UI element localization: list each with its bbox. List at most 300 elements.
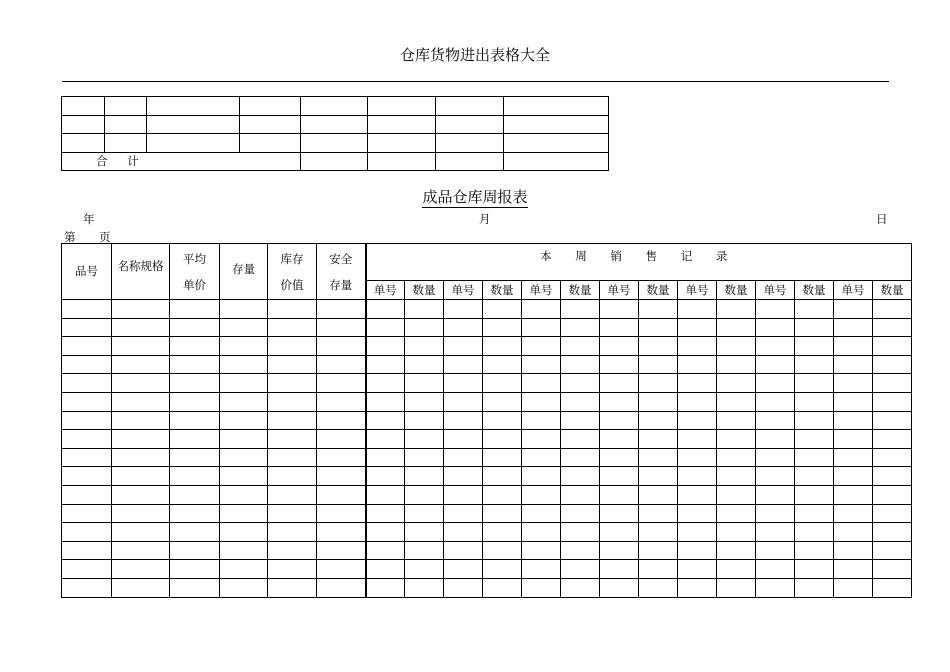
table-cell xyxy=(405,541,444,560)
table-row xyxy=(62,355,912,374)
table-cell xyxy=(170,541,220,560)
table-cell xyxy=(756,355,795,374)
quantity-header: 数量 xyxy=(795,280,834,299)
table-cell xyxy=(678,318,717,337)
table-cell xyxy=(561,523,600,542)
table-cell xyxy=(170,448,220,467)
table-cell xyxy=(366,467,405,486)
table-cell xyxy=(62,485,112,504)
table-cell xyxy=(112,300,170,319)
table-cell xyxy=(600,560,639,579)
table-cell xyxy=(834,411,873,430)
table-cell xyxy=(561,355,600,374)
table-cell xyxy=(444,392,483,411)
table-cell xyxy=(444,300,483,319)
table-cell xyxy=(62,337,112,356)
order-no-header: 单号 xyxy=(522,280,561,299)
table-cell xyxy=(834,392,873,411)
table-cell xyxy=(112,578,170,597)
summary-row xyxy=(62,115,609,134)
table-cell xyxy=(62,97,105,116)
table-cell xyxy=(522,578,561,597)
table-cell xyxy=(600,300,639,319)
table-cell xyxy=(717,300,756,319)
table-cell xyxy=(561,318,600,337)
table-cell xyxy=(366,560,405,579)
table-cell xyxy=(317,467,366,486)
table-cell xyxy=(639,560,678,579)
stock-qty-header: 存量 xyxy=(220,244,268,300)
table-cell xyxy=(220,355,268,374)
table-cell xyxy=(444,523,483,542)
table-cell xyxy=(522,448,561,467)
table-cell xyxy=(600,504,639,523)
table-cell xyxy=(368,115,436,134)
quantity-header: 数量 xyxy=(561,280,600,299)
table-cell xyxy=(405,392,444,411)
table-cell xyxy=(561,504,600,523)
table-cell xyxy=(301,115,368,134)
table-cell xyxy=(834,337,873,356)
table-cell xyxy=(268,467,317,486)
table-cell xyxy=(170,578,220,597)
table-cell xyxy=(504,134,609,153)
table-cell xyxy=(522,560,561,579)
table-cell xyxy=(873,374,912,393)
table-cell xyxy=(873,430,912,449)
avg-price-header: 平均 单价 xyxy=(170,244,220,300)
table-cell xyxy=(317,523,366,542)
table-cell xyxy=(561,485,600,504)
table-cell xyxy=(240,97,301,116)
table-cell xyxy=(405,485,444,504)
table-cell xyxy=(834,504,873,523)
table-cell xyxy=(62,560,112,579)
table-cell xyxy=(444,467,483,486)
table-cell xyxy=(717,392,756,411)
table-row xyxy=(62,541,912,560)
report-title-text: 成品仓库周报表 xyxy=(422,188,528,206)
table-cell xyxy=(240,134,301,153)
table-row xyxy=(62,578,912,597)
table-cell xyxy=(112,318,170,337)
table-cell xyxy=(366,448,405,467)
table-cell xyxy=(317,355,366,374)
table-cell xyxy=(561,392,600,411)
table-cell xyxy=(639,541,678,560)
table-cell xyxy=(756,504,795,523)
table-cell xyxy=(220,467,268,486)
table-cell xyxy=(504,97,609,116)
stock-value-header: 库存 价值 xyxy=(268,244,317,300)
table-cell xyxy=(170,504,220,523)
table-cell xyxy=(405,523,444,542)
table-cell xyxy=(220,411,268,430)
month-label: 月 xyxy=(479,212,491,226)
table-row xyxy=(62,560,912,579)
table-cell xyxy=(268,355,317,374)
table-cell xyxy=(834,467,873,486)
table-cell xyxy=(717,578,756,597)
table-cell xyxy=(600,448,639,467)
table-cell xyxy=(317,392,366,411)
table-cell xyxy=(600,467,639,486)
table-cell xyxy=(717,523,756,542)
table-cell xyxy=(795,300,834,319)
table-cell xyxy=(62,392,112,411)
table-row xyxy=(62,411,912,430)
table-cell xyxy=(268,374,317,393)
table-cell xyxy=(268,504,317,523)
weekly-report-table xyxy=(61,243,912,598)
table-cell xyxy=(483,523,522,542)
table-cell xyxy=(600,374,639,393)
table-cell xyxy=(873,411,912,430)
table-cell xyxy=(444,430,483,449)
table-cell xyxy=(717,318,756,337)
table-cell xyxy=(873,560,912,579)
table-cell xyxy=(834,485,873,504)
table-cell xyxy=(444,411,483,430)
table-cell xyxy=(268,300,317,319)
table-cell xyxy=(112,467,170,486)
table-cell xyxy=(220,300,268,319)
table-cell xyxy=(678,504,717,523)
table-cell xyxy=(368,152,436,171)
sales-record-header: 本 周 销 售 记 录 xyxy=(366,244,912,281)
table-cell xyxy=(678,411,717,430)
table-cell xyxy=(366,392,405,411)
table-cell xyxy=(366,300,405,319)
table-cell xyxy=(522,485,561,504)
table-cell xyxy=(795,560,834,579)
table-cell xyxy=(522,430,561,449)
table-cell xyxy=(678,355,717,374)
table-cell xyxy=(105,97,147,116)
table-cell xyxy=(717,411,756,430)
table-cell xyxy=(366,374,405,393)
table-cell xyxy=(220,318,268,337)
table-cell xyxy=(717,355,756,374)
table-cell xyxy=(483,337,522,356)
table-row xyxy=(62,485,912,504)
table-cell xyxy=(678,523,717,542)
table-cell xyxy=(317,318,366,337)
table-cell xyxy=(756,485,795,504)
table-cell xyxy=(678,560,717,579)
table-cell xyxy=(436,97,504,116)
table-row xyxy=(62,337,912,356)
report-title xyxy=(0,186,950,207)
table-cell xyxy=(756,392,795,411)
table-cell xyxy=(756,523,795,542)
table-cell xyxy=(717,430,756,449)
table-cell xyxy=(522,337,561,356)
table-cell xyxy=(444,560,483,579)
table-cell xyxy=(483,560,522,579)
table-cell xyxy=(112,448,170,467)
summary-row xyxy=(62,134,609,153)
table-cell xyxy=(561,411,600,430)
table-cell xyxy=(317,578,366,597)
table-cell xyxy=(522,318,561,337)
table-cell xyxy=(366,355,405,374)
table-cell xyxy=(105,115,147,134)
table-cell xyxy=(444,485,483,504)
order-no-header: 单号 xyxy=(600,280,639,299)
table-cell xyxy=(301,97,368,116)
table-cell xyxy=(522,523,561,542)
table-cell xyxy=(436,134,504,153)
table-cell xyxy=(317,430,366,449)
table-row xyxy=(62,523,912,542)
table-cell xyxy=(561,337,600,356)
table-cell xyxy=(112,504,170,523)
table-cell xyxy=(170,392,220,411)
table-cell xyxy=(317,560,366,579)
table-cell xyxy=(112,411,170,430)
table-cell xyxy=(366,541,405,560)
table-cell xyxy=(522,392,561,411)
table-cell xyxy=(268,430,317,449)
table-cell xyxy=(678,578,717,597)
table-cell xyxy=(317,337,366,356)
table-cell xyxy=(220,430,268,449)
table-cell xyxy=(795,504,834,523)
table-cell xyxy=(405,467,444,486)
table-cell xyxy=(873,578,912,597)
table-cell xyxy=(220,485,268,504)
document-title: 仓库货物进出表格大全 xyxy=(399,46,550,64)
table-cell xyxy=(220,523,268,542)
table-cell xyxy=(834,300,873,319)
summary-total-row xyxy=(62,152,609,171)
quantity-header: 数量 xyxy=(873,280,912,299)
table-cell xyxy=(220,374,268,393)
table-cell xyxy=(405,430,444,449)
name-spec-header: 名称规格 xyxy=(112,244,170,300)
table-cell xyxy=(444,337,483,356)
quantity-header: 数量 xyxy=(717,280,756,299)
table-cell xyxy=(795,318,834,337)
order-no-header: 单号 xyxy=(444,280,483,299)
table-cell xyxy=(600,318,639,337)
table-cell xyxy=(678,374,717,393)
table-cell xyxy=(756,448,795,467)
table-cell xyxy=(561,374,600,393)
table-cell xyxy=(444,355,483,374)
table-cell xyxy=(600,578,639,597)
table-cell xyxy=(444,318,483,337)
table-cell xyxy=(405,300,444,319)
table-cell xyxy=(717,467,756,486)
table-cell xyxy=(170,300,220,319)
table-cell xyxy=(366,318,405,337)
table-cell xyxy=(756,560,795,579)
table-cell xyxy=(483,392,522,411)
table-cell xyxy=(717,485,756,504)
table-row xyxy=(62,430,912,449)
table-cell xyxy=(405,448,444,467)
table-cell xyxy=(678,392,717,411)
table-cell xyxy=(504,152,609,171)
order-no-header: 单号 xyxy=(366,280,405,299)
table-cell xyxy=(62,115,105,134)
table-cell xyxy=(522,504,561,523)
table-cell xyxy=(639,504,678,523)
quantity-header: 数量 xyxy=(405,280,444,299)
table-cell xyxy=(444,504,483,523)
table-cell xyxy=(62,318,112,337)
table-cell xyxy=(170,355,220,374)
table-cell xyxy=(301,152,368,171)
table-cell xyxy=(317,541,366,560)
table-cell xyxy=(561,448,600,467)
table-cell xyxy=(639,392,678,411)
table-cell xyxy=(483,430,522,449)
table-cell xyxy=(795,448,834,467)
summary-table xyxy=(61,96,609,171)
table-cell xyxy=(147,115,240,134)
table-cell xyxy=(834,318,873,337)
table-cell xyxy=(795,337,834,356)
table-cell xyxy=(717,541,756,560)
table-cell xyxy=(600,485,639,504)
table-cell xyxy=(678,430,717,449)
table-cell xyxy=(756,374,795,393)
day-label: 日 xyxy=(876,212,888,226)
table-cell xyxy=(483,355,522,374)
safety-stock-header: 安全 存量 xyxy=(317,244,366,300)
table-cell xyxy=(62,504,112,523)
table-cell xyxy=(268,411,317,430)
table-cell xyxy=(368,97,436,116)
table-cell xyxy=(678,467,717,486)
table-cell xyxy=(112,541,170,560)
table-cell xyxy=(220,392,268,411)
table-cell xyxy=(170,374,220,393)
table-cell xyxy=(795,430,834,449)
table-row xyxy=(62,374,912,393)
table-cell xyxy=(405,374,444,393)
table-cell xyxy=(366,337,405,356)
table-cell xyxy=(220,560,268,579)
table-cell xyxy=(483,374,522,393)
table-cell xyxy=(170,485,220,504)
table-cell xyxy=(268,523,317,542)
table-cell xyxy=(62,134,105,153)
table-cell xyxy=(444,374,483,393)
table-cell xyxy=(522,541,561,560)
table-cell xyxy=(220,448,268,467)
table-cell xyxy=(62,374,112,393)
order-no-header: 单号 xyxy=(756,280,795,299)
table-cell xyxy=(366,411,405,430)
table-cell xyxy=(170,560,220,579)
table-cell xyxy=(873,467,912,486)
table-cell xyxy=(62,411,112,430)
table-cell xyxy=(220,337,268,356)
table-cell xyxy=(834,448,873,467)
table-cell xyxy=(678,337,717,356)
table-cell xyxy=(504,115,609,134)
table-row xyxy=(62,467,912,486)
table-cell xyxy=(873,485,912,504)
table-row xyxy=(62,504,912,523)
table-cell xyxy=(317,504,366,523)
table-cell xyxy=(483,541,522,560)
table-cell xyxy=(62,355,112,374)
table-cell xyxy=(678,541,717,560)
table-cell xyxy=(366,504,405,523)
table-cell xyxy=(317,300,366,319)
table-cell xyxy=(873,300,912,319)
table-cell xyxy=(268,448,317,467)
quantity-header: 数量 xyxy=(483,280,522,299)
table-cell xyxy=(62,578,112,597)
table-cell xyxy=(522,467,561,486)
table-cell xyxy=(240,115,301,134)
table-cell xyxy=(444,578,483,597)
table-cell xyxy=(756,337,795,356)
table-row xyxy=(62,300,912,319)
order-no-header: 单号 xyxy=(834,280,873,299)
table-cell xyxy=(483,504,522,523)
table-cell xyxy=(62,523,112,542)
table-cell xyxy=(522,374,561,393)
total-label: 合 计 xyxy=(62,152,301,171)
table-cell xyxy=(268,337,317,356)
table-cell xyxy=(301,134,368,153)
order-no-header: 单号 xyxy=(678,280,717,299)
table-cell xyxy=(795,541,834,560)
table-cell xyxy=(444,448,483,467)
table-cell xyxy=(112,430,170,449)
table-cell xyxy=(268,560,317,579)
table-cell xyxy=(522,411,561,430)
table-cell xyxy=(112,355,170,374)
table-cell xyxy=(873,337,912,356)
quantity-header: 数量 xyxy=(639,280,678,299)
table-cell xyxy=(483,467,522,486)
table-cell xyxy=(873,318,912,337)
table-cell xyxy=(600,392,639,411)
table-cell xyxy=(405,504,444,523)
table-cell xyxy=(834,430,873,449)
table-cell xyxy=(405,411,444,430)
table-cell xyxy=(170,523,220,542)
table-cell xyxy=(834,374,873,393)
table-cell xyxy=(317,374,366,393)
table-cell xyxy=(600,430,639,449)
table-cell xyxy=(561,300,600,319)
product-no-header: 品号 xyxy=(62,244,112,300)
table-cell xyxy=(147,134,240,153)
table-cell xyxy=(756,318,795,337)
table-cell xyxy=(717,448,756,467)
table-cell xyxy=(756,467,795,486)
table-cell xyxy=(366,523,405,542)
table-cell xyxy=(483,318,522,337)
header-row-1 xyxy=(62,244,912,281)
table-cell xyxy=(795,411,834,430)
table-cell xyxy=(366,485,405,504)
table-cell xyxy=(105,134,147,153)
year-label: 年 xyxy=(83,212,95,226)
table-cell xyxy=(834,541,873,560)
table-cell xyxy=(756,541,795,560)
table-cell xyxy=(795,467,834,486)
